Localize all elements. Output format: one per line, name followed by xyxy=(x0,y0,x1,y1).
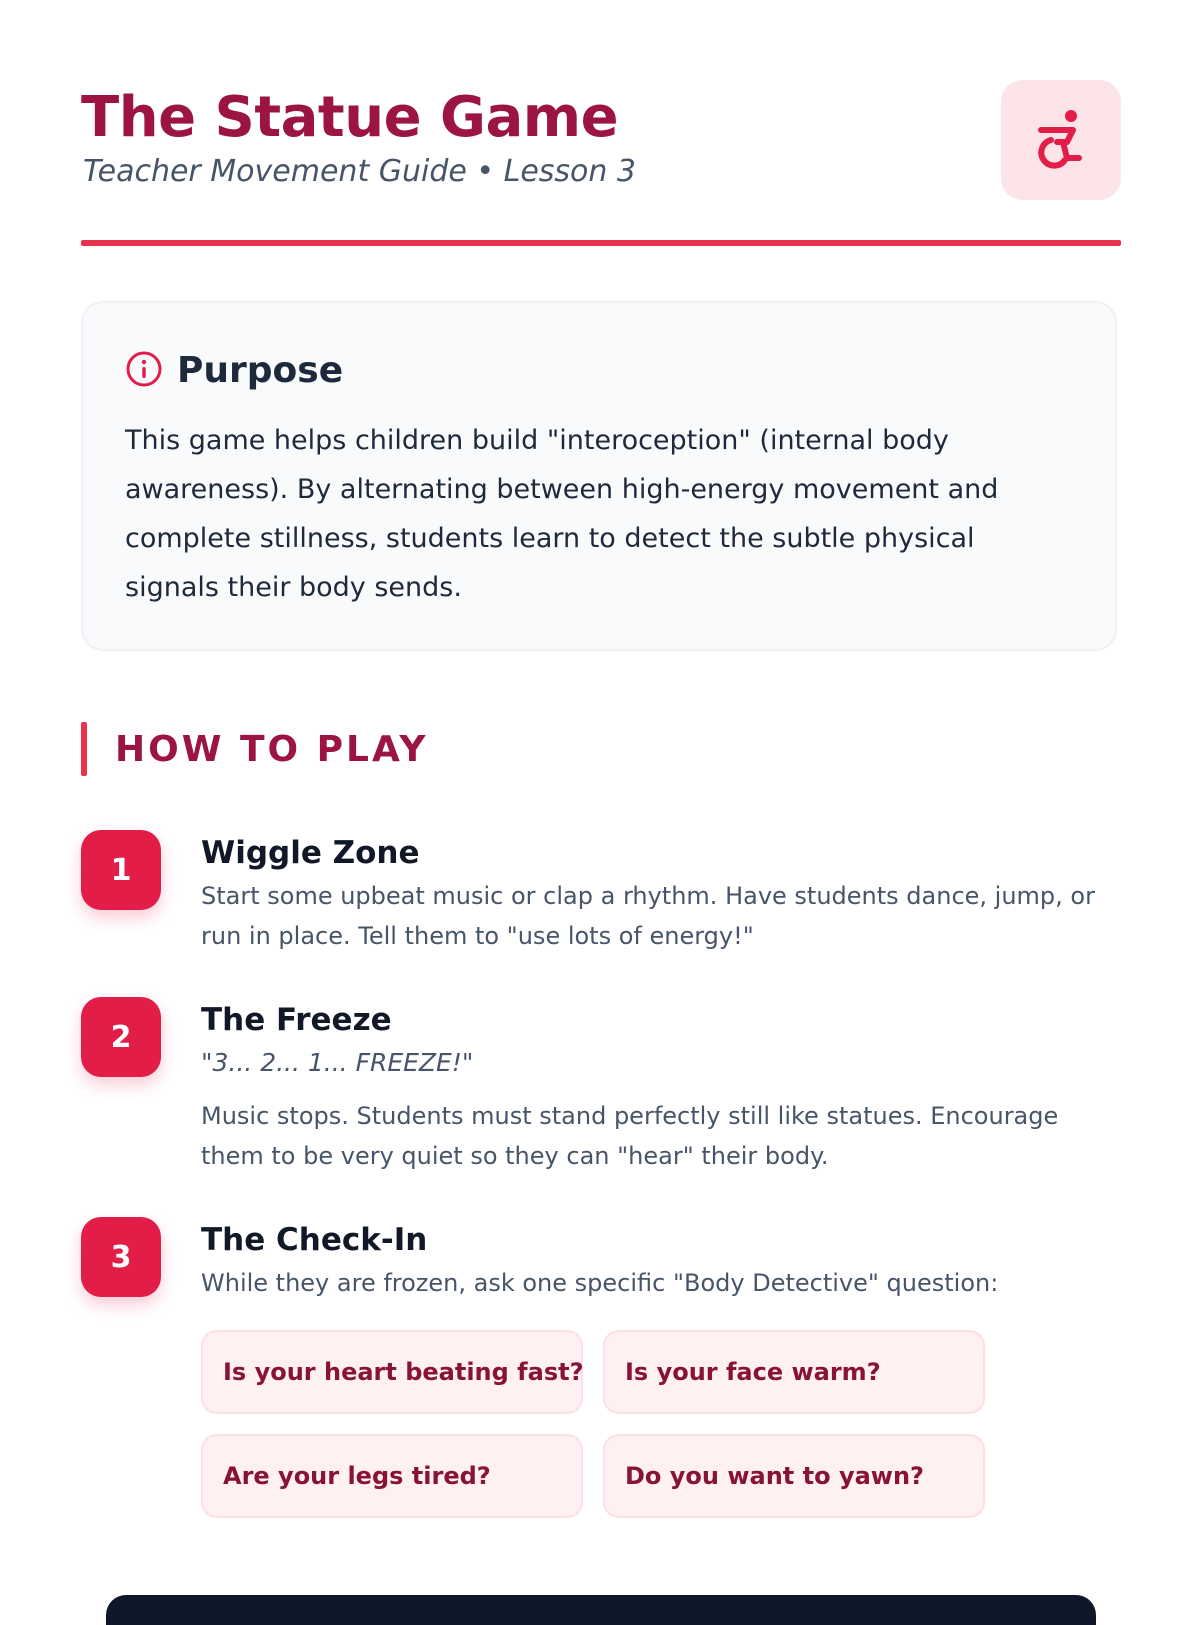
header-divider xyxy=(81,240,1121,246)
step-text-1: Start some upbeat music or clap a rhythm. Have students dance, jump, or run in place. Tell them to "use lots of energy!" xyxy=(201,882,1095,950)
section-title: HOW TO PLAY xyxy=(115,728,429,770)
step-text-2: Music stops. Students must stand perfectly still like statues. Encourage them to be very quiet so they can "hear" their body. xyxy=(201,1102,1059,1170)
accessibility-badge xyxy=(1001,80,1121,200)
page-title: The Statue Game xyxy=(81,85,619,150)
step-text-3: While they are frozen, ask one specific "Body Detective" question: xyxy=(201,1269,999,1297)
accessibility-icon xyxy=(1033,106,1089,174)
purpose-heading xyxy=(125,349,343,393)
purpose-title: Purpose xyxy=(177,350,344,391)
section-accent-bar xyxy=(81,722,87,776)
step-title-3: The Check-In xyxy=(201,1222,428,1258)
question-pill-yawn: Do you want to yawn? xyxy=(603,1434,985,1518)
page-subtitle: Teacher Movement Guide • Lesson 3 xyxy=(83,154,637,189)
step-quote-2: "3... 2... 1... FREEZE!" xyxy=(201,1048,474,1077)
step-title-2: The Freeze xyxy=(201,1002,392,1038)
how-to-play-heading xyxy=(81,722,428,776)
info-icon xyxy=(125,350,163,392)
page-header xyxy=(81,0,1121,248)
purpose-card xyxy=(81,301,1117,651)
question-pill-face: Is your face warm? xyxy=(603,1330,985,1414)
question-pill-legs: Are your legs tired? xyxy=(201,1434,583,1518)
step-number-2: 2 xyxy=(81,997,161,1077)
question-pill-heart: Is your heart beating fast? xyxy=(201,1330,583,1414)
step-title-1: Wiggle Zone xyxy=(201,835,420,871)
purpose-text: This game helps children build "interoception" (internal body awareness). By alternating between high-energy movement and complete stillness, students learn to detect the subtle physical signals their body sends. xyxy=(125,425,999,603)
lesson-page xyxy=(81,0,1121,1490)
step-number-3: 3 xyxy=(81,1217,161,1297)
step-number-1: 1 xyxy=(81,830,161,910)
